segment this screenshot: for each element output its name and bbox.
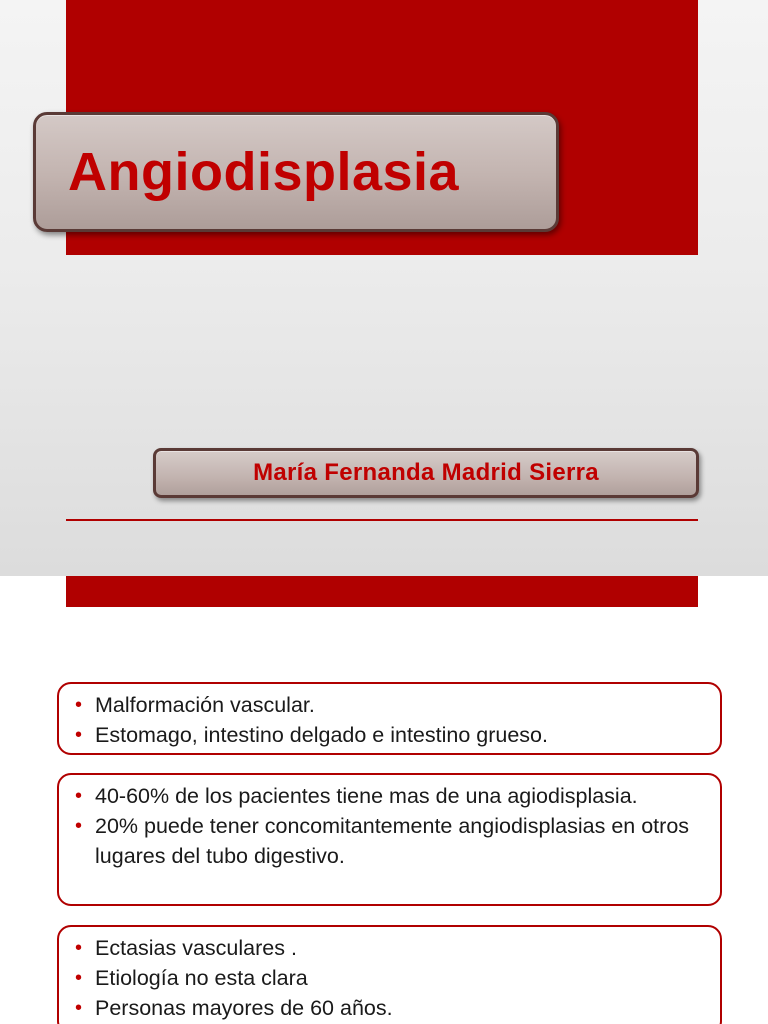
bullet-text: Malformación vascular. [95,693,315,717]
bullet-item [73,933,710,963]
bullet-icon: • [75,815,83,837]
author-box [153,448,699,498]
bullet-text: Estomago, intestino delgado e intestino grueso. [95,723,548,747]
bullet-text: Etiología no esta clara [95,966,308,990]
bullet-item [73,811,710,871]
bullet-icon: • [75,785,83,807]
bullet-item [73,963,710,993]
bullet-text: 20% puede tener concomitantemente angiodisplasias en otros lugares del tubo digestivo. [95,814,690,868]
bullet-item [73,720,710,750]
bullet-list-2 [73,781,710,871]
bullet-icon: • [75,694,83,716]
content-red-block [66,576,698,607]
slide-title: Angiodisplasia [68,142,460,202]
bullet-text: 40-60% de los pacientes tiene mas de una agiodisplasia. [95,784,638,808]
bullet-icon: • [75,967,83,989]
bullet-item [73,690,710,720]
bullet-box-3 [57,925,722,1024]
bullet-icon: • [75,724,83,746]
content-slide [0,576,768,1024]
bullet-box-2 [57,773,722,906]
bullet-text: Personas mayores de 60 años. [95,996,393,1020]
bullet-box-1 [57,682,722,755]
author-name: María Fernanda Madrid Sierra [253,459,599,486]
title-box [33,112,559,232]
bullet-list-3 [73,933,710,1023]
bullet-item [73,993,710,1023]
divider-line [66,519,698,521]
bullet-icon: • [75,997,83,1019]
bullet-text: Ectasias vasculares . [95,936,297,960]
bullet-item [73,781,710,811]
bullet-list-1 [73,690,710,750]
bullet-icon: • [75,937,83,959]
